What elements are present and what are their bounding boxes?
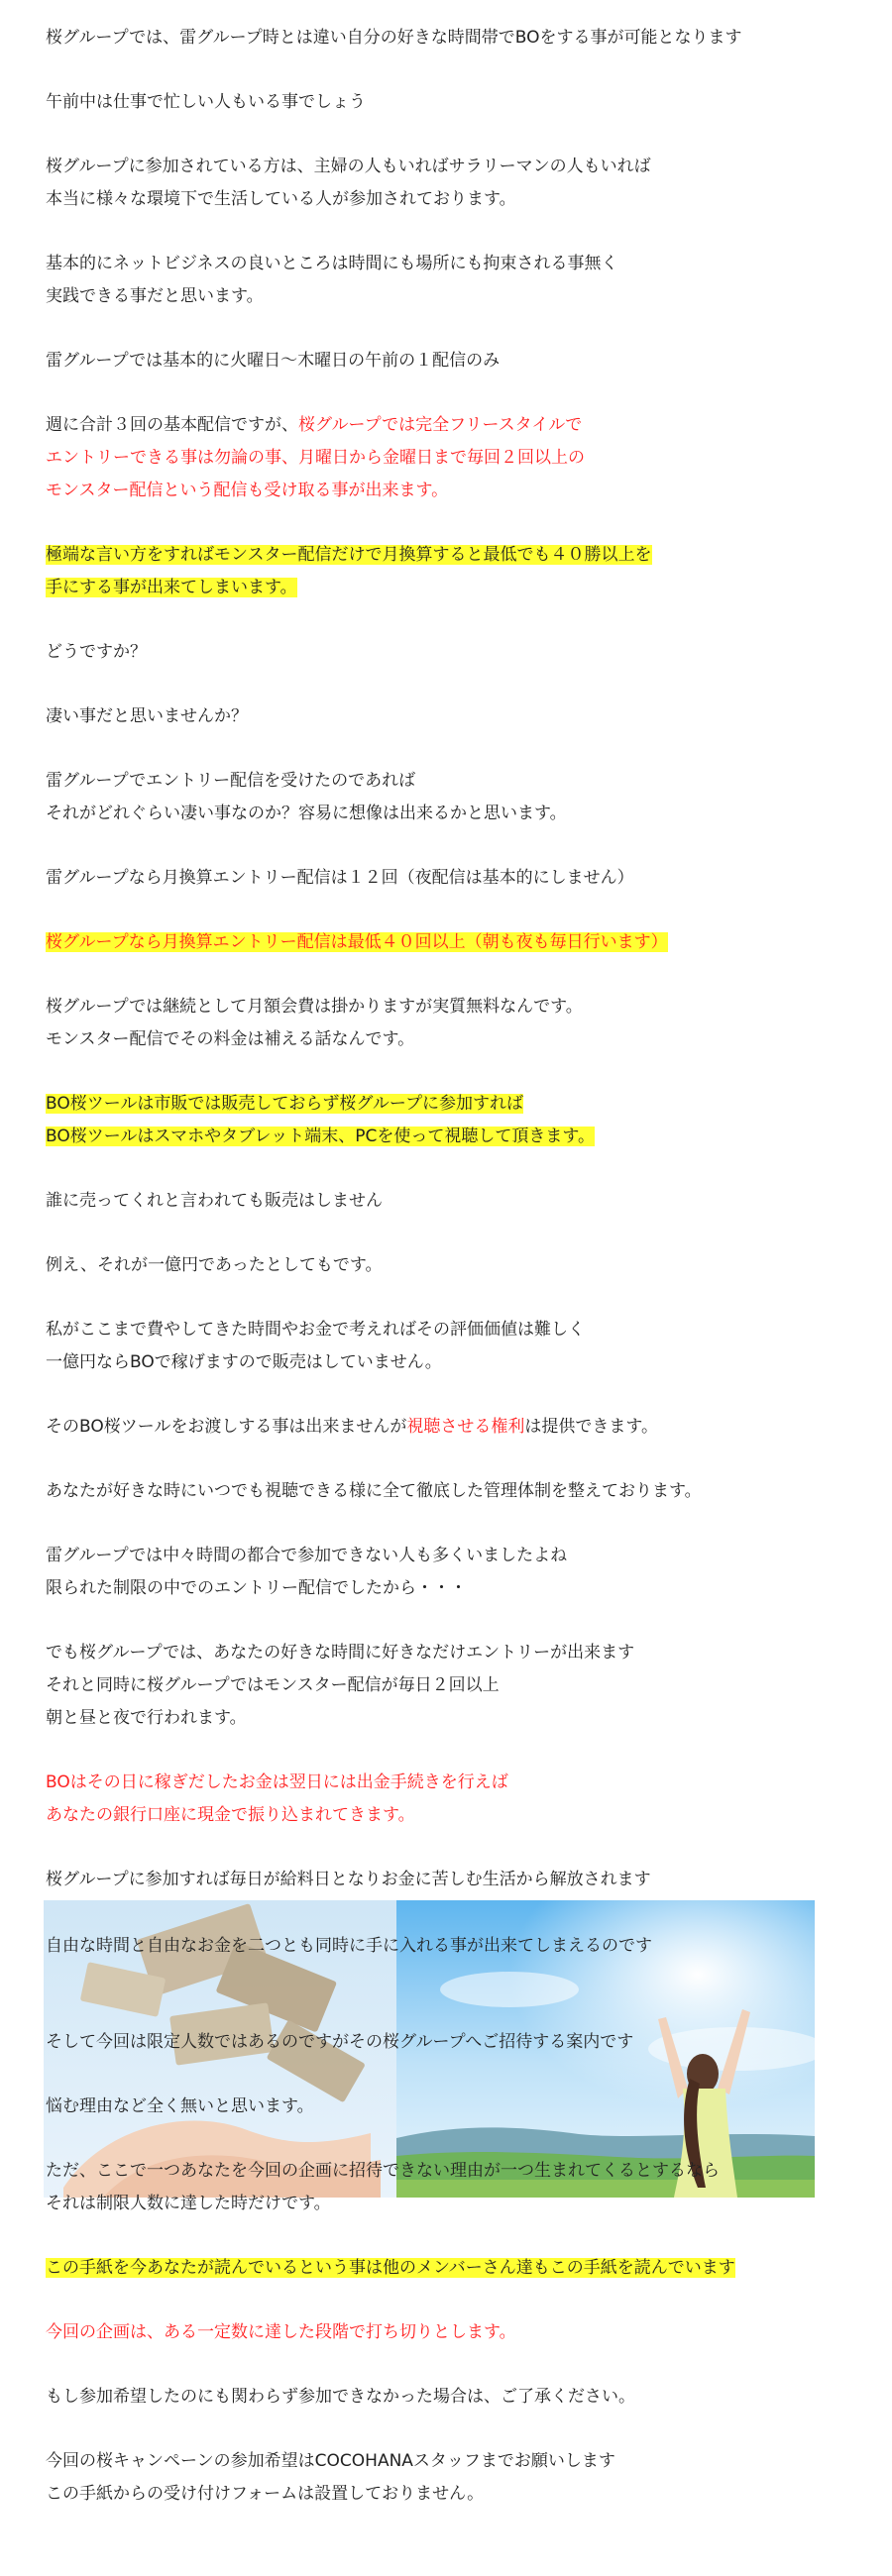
text-line: 自由な時間と自由なお金を二つとも同時に手に入れる事が出来てしまえるのです [46, 1936, 652, 1956]
text-line: 雷グループでは中々時間の都合で参加できない人も多くいましたよね [46, 1546, 568, 1565]
paragraph [46, 926, 668, 959]
text-line: 本当に様々な環境下で生活している人が参加されております。 [46, 189, 516, 209]
paragraph [46, 2445, 615, 2511]
paragraph [46, 1249, 383, 1282]
paragraph [46, 539, 652, 604]
text-line: 午前中は仕事で忙しい人もいる事でしょう [46, 92, 366, 112]
text-line: 一億円ならBOで稼げますので販売はしていません。 [46, 1352, 442, 1372]
paragraph [46, 1185, 383, 1218]
paragraph [46, 1314, 585, 1379]
text-line: この手紙からの受け付けフォームは設置しておりません。 [46, 2484, 485, 2504]
paragraph [46, 862, 634, 895]
paragraph [46, 1540, 567, 1605]
text-line: 悩む理由など全く無いと思います。 [46, 2096, 314, 2116]
text-line: それと同時に桜グループではモンスター配信が毎日２回以上 [46, 1675, 500, 1695]
text-line: 週に合計３回の基本配信ですが、 [46, 415, 298, 435]
paragraph [46, 1767, 508, 1832]
text-line: 私がここまで費やしてきた時間やお金で考えればその評価価値は難しく [46, 1320, 585, 1340]
paragraph [46, 151, 651, 216]
red-text: エントリーできる事は勿論の事、月曜日から金曜日まで毎回２回以上の [46, 448, 585, 468]
paragraph [46, 765, 567, 830]
paragraph [46, 991, 583, 1056]
paragraph [46, 2155, 720, 2220]
text-line: 基本的にネットビジネスの良いところは時間にも場所にも拘束される事無く [46, 254, 618, 273]
paragraph [46, 1411, 658, 1444]
red-text: モンスター配信という配信も受け取る事が出来ます。 [46, 481, 449, 500]
paragraph [46, 2381, 635, 2414]
text-line: 限られた制限の中でのエントリー配信でしたから・・・ [46, 1578, 467, 1598]
text-line: それがどれぐらい凄い事なのか？容易に想像は出来るかと思います。 [46, 804, 567, 823]
text-line: 桜グループでは、雷グループ時とは違い自分の好きな時間帯でBOをする事が可能となります [46, 28, 742, 48]
paragraph [46, 700, 248, 733]
text-line: モンスター配信でその料金は補える話なんです。 [46, 1029, 415, 1049]
red-text: 視聴させる権利 [406, 1417, 525, 1437]
paragraph [46, 22, 742, 54]
paragraph [46, 1475, 702, 1508]
text-line: そして今回は限定人数ではあるのですがその桜グループへご招待する案内です [46, 2032, 634, 2052]
paragraph [46, 636, 147, 669]
text-line: 例え、それが一億円であったとしてもです。 [46, 1255, 383, 1275]
paragraph [46, 2316, 516, 2349]
text-line: 今回の桜キャンペーンの参加希望はCOCOHANAスタッフまでお願いします [46, 2451, 615, 2471]
paragraph [46, 248, 618, 313]
text-line: 雷グループなら月換算エントリー配信は１２回（夜配信は基本的にしません） [46, 868, 634, 888]
paragraph [46, 345, 500, 377]
paragraph [46, 1637, 634, 1735]
paragraph [46, 409, 585, 507]
red-text: BOはその日に稼ぎだしたお金は翌日には出金手続きを行えば [46, 1772, 508, 1792]
text-line: 桜グループに参加されている方は、主婦の人もいればサラリーマンの人もいれば [46, 157, 651, 176]
text-line: 朝と昼と夜で行われます。 [46, 1708, 247, 1728]
highlighted-text: 手にする事が出来てしまいます。 [46, 578, 297, 597]
paragraph [46, 1930, 652, 1963]
paragraph [46, 2252, 735, 2285]
highlighted-red-text: 桜グループなら月換算エントリー配信は最低４０回以上（朝も夜も毎日行います） [46, 932, 668, 952]
text-line: あなたが好きな時にいつでも視聴できる様に全て徹底した管理体制を整えております。 [46, 1481, 702, 1501]
text-line: 桜グループに参加すれば毎日が給料日となりお金に苦しむ生活から解放されます [46, 1870, 651, 1889]
paragraph [46, 2026, 633, 2059]
highlighted-text: BO桜ツールは市販では販売しておらず桜グループに参加すれば [46, 1094, 524, 1114]
highlighted-text: BO桜ツールはスマホやタブレット端末、PCを使って視聴して頂きます。 [46, 1127, 595, 1146]
text-line: ただ、ここで一つあなたを今回の企画に招待できない理由が一つ生まれてくるとするなら [46, 2161, 720, 2181]
text-line: 雷グループでは基本的に火曜日〜木曜日の午前の１配信のみ [46, 351, 501, 371]
paragraph [46, 1864, 651, 1896]
text-line: 雷グループでエントリー配信を受けたのであれば [46, 771, 416, 791]
red-text: 今回の企画は、ある一定数に達した段階で打ち切りとします。 [46, 2322, 516, 2342]
text-line: それは制限人数に達した時だけです。 [46, 2194, 331, 2213]
highlighted-text: 極端な言い方をすればモンスター配信だけで月換算すると最低でも４０勝以上を [46, 545, 652, 565]
highlighted-text: この手紙を今あなたが読んでいるという事は他のメンバーさん達もこの手紙を読んでいます [46, 2258, 735, 2278]
red-text: 桜グループでは完全フリースタイルで [298, 415, 583, 435]
text-line: は提供できます。 [524, 1417, 659, 1437]
text-line: 桜グループでは継続として月額会費は掛かりますが実質無料なんです。 [46, 997, 583, 1017]
text-line: でも桜グループでは、あなたの好きな時間に好きなだけエントリーが出来ます [46, 1643, 635, 1663]
text-line: 誰に売ってくれと言われても販売はしません [46, 1191, 383, 1211]
text-line: そのBO桜ツールをお渡しする事は出来ませんが [46, 1417, 407, 1437]
paragraph [46, 86, 366, 119]
text-line: もし参加希望したのにも関わらず参加できなかった場合は、ご了承ください。 [46, 2387, 635, 2407]
text-line: どうですか？ [46, 642, 147, 662]
text-line: 実践できる事だと思います。 [46, 286, 264, 306]
paragraph [46, 2091, 314, 2123]
paragraph [46, 1088, 595, 1153]
red-text: あなたの銀行口座に現金で振り込まれてきます。 [46, 1805, 415, 1825]
text-line: 凄い事だと思いませんか？ [46, 706, 248, 726]
